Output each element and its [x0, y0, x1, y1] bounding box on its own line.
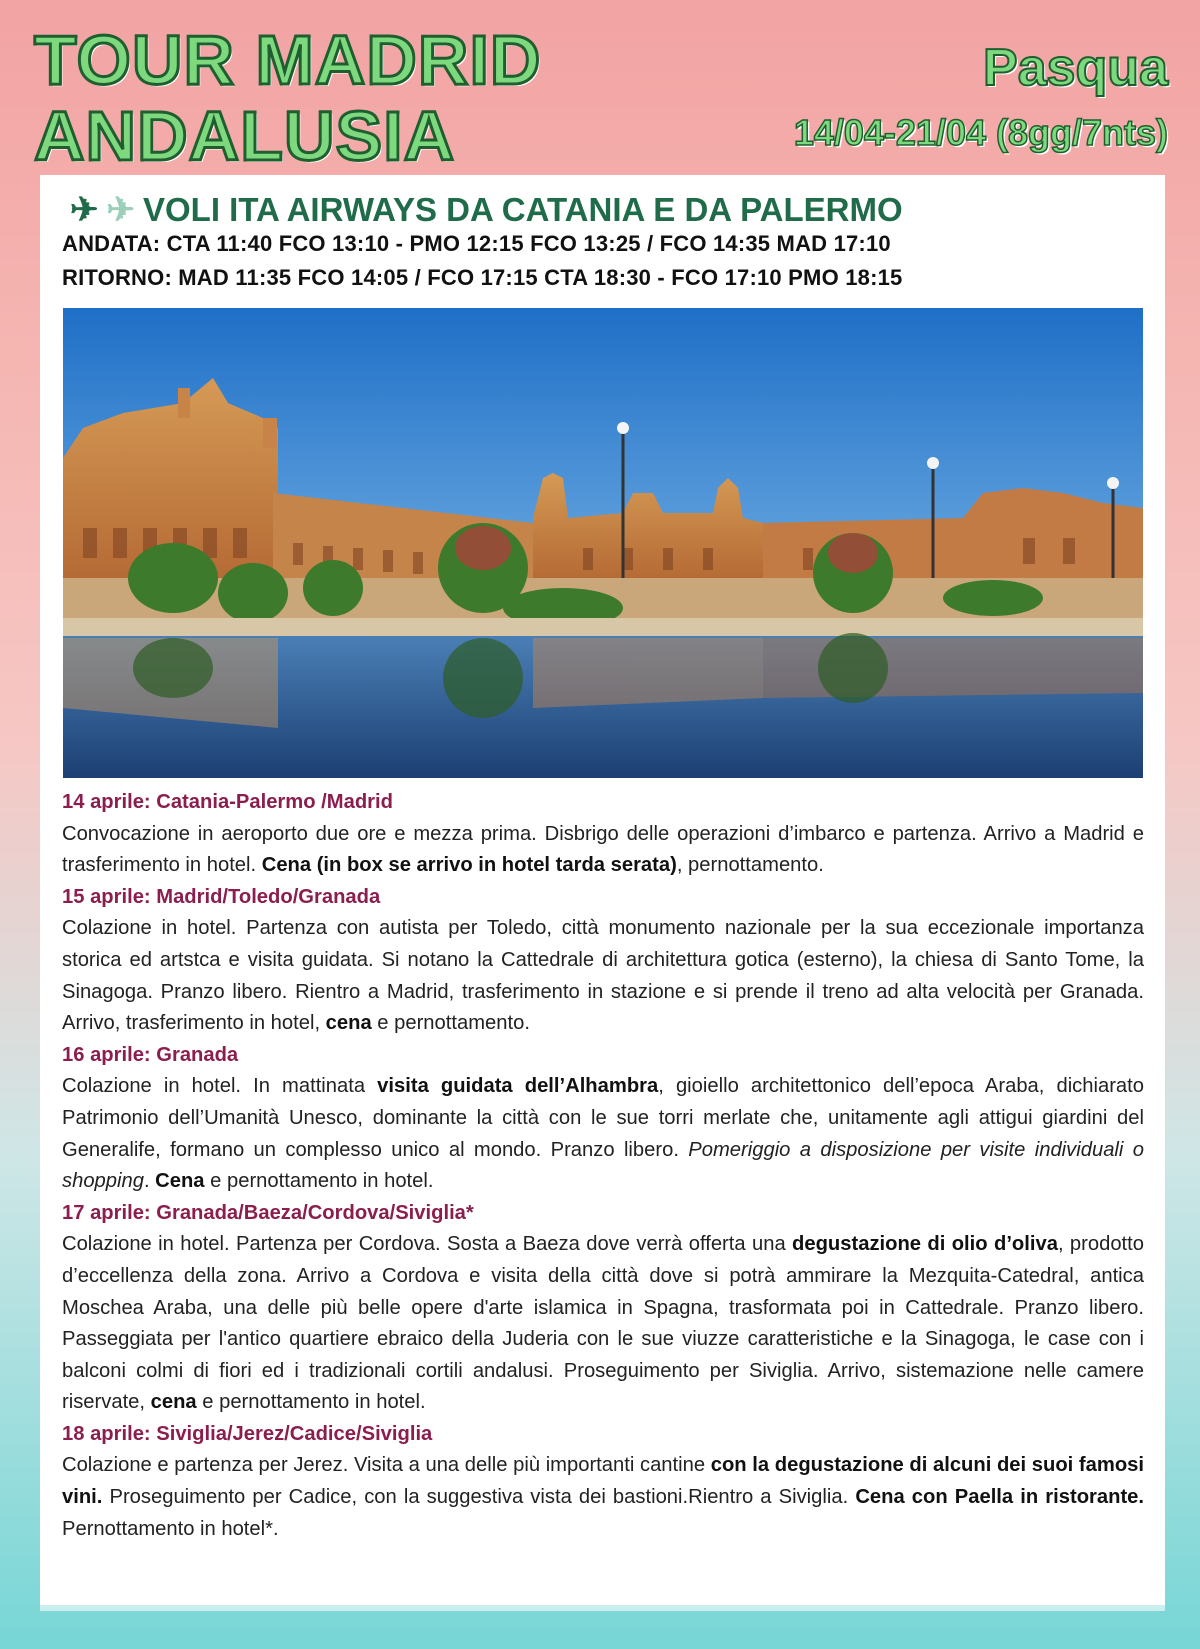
day-description	[62, 1229, 1144, 1419]
day-text-segment: Colazione in hotel. Partenza con autista per Toledo, città monumento nazionale per la sua eccezionale importanza storica ed artstca e visita guidata. Si notano la Cattedrale di architettura gotica (esterno), la chiesa di Santo Tome, la Sinagoga. Pranzo libero. Rientro a Madrid, trasferimento in stazione e si prende il treno ad alta velocità per Granada. Arrivo, trasferimento in hotel,	[62, 917, 1144, 1035]
day-text-segment: , gioiello architettonico dell’epoca Araba, dichiarato Patrimonio dell’Umanità Unesco, dominante la città con le sue torri merlate che, unitamente agli attigui giardini del Generalife, formano un complesso unico al mondo. Pranzo libero.	[62, 1075, 1145, 1161]
day-title: 16 aprile: Granada	[62, 1043, 239, 1066]
flights-title: VOLI ITA AIRWAYS DA CATANIA E DA PALERMO	[143, 191, 903, 228]
airplane-icon: ✈	[106, 191, 135, 229]
day-text-segment: Cena con Paella in ristorante.	[855, 1486, 1144, 1509]
day-text-segment: , prodotto d’eccellenza della zona. Arrivo a Cordova e visita della città dove si potrà ammirare la Mezquita-Catedral, antica Moschea Araba, una delle più belle opere d'arte islamica in Spagna, trasformata poi in Cattedrale. Pranzo libero. Passeggiata per l'antico quartiere ebraico della Juderia con le sue viuzze caratteristiche e la Sinagoga, le case con i balconi colmi di fiori ed i tradizionali cortili andalusi. Proseguimento per Siviglia. Arrivo, sistemazione nelle camere riservate,	[62, 1233, 1144, 1414]
itinerary	[62, 787, 1144, 1545]
day-title: 14 aprile: Catania-Palermo /Madrid	[62, 791, 393, 813]
day-text-segment: Colazione in hotel. Partenza per Cordova. Sosta a Baeza dove verrà offerta una	[62, 1233, 793, 1256]
day-description	[62, 1450, 1144, 1545]
day-text-segment: cena	[150, 1391, 197, 1414]
day-title: 18 aprile: Siviglia/Jerez/Cadice/Siviglia	[62, 1422, 433, 1445]
plaza-de-espana-photo	[63, 308, 1143, 778]
day-text-segment: Pernottamento in hotel*.	[62, 1517, 279, 1540]
content-panel	[40, 175, 1165, 1605]
day-text-segment: degustazione di olio d’oliva	[792, 1233, 1058, 1256]
day-description	[62, 913, 1144, 1039]
occasion-label: Pasqua	[983, 39, 1168, 97]
day-text-segment: Colazione e partenza per Jerez. Visita a una delle più importanti cantine	[62, 1454, 711, 1477]
day-description	[62, 1071, 1144, 1197]
day-text-segment: e pernottamento.	[371, 1012, 530, 1035]
bottom-strip	[40, 1605, 1165, 1611]
day-text-segment: Colazione in hotel. In mattinata	[62, 1075, 378, 1098]
day-text-segment: Convocazione in aeroporto due ore e mezza prima. Disbrigo delle operazioni d’imbarco e partenza. Arrivo a Madrid e trasferimento in hotel.	[62, 822, 1144, 877]
tour-title-line1: TOUR MADRID	[34, 21, 542, 99]
day-text-segment: cena	[325, 1012, 372, 1035]
day-text-segment: , pernottamento.	[676, 854, 824, 877]
airplane-icon: ✈	[70, 191, 99, 229]
tour-dates: 14/04-21/04 (8gg/7nts)	[793, 112, 1168, 153]
day-description	[62, 819, 1144, 882]
return-flights: RITORNO: MAD 11:35 FCO 14:05 / FCO 17:15 CTA 18:30 - FCO 17:10 PMO 18:15	[62, 265, 903, 290]
day-text-segment: .	[143, 1170, 156, 1193]
day-text-segment: Cena	[155, 1170, 205, 1193]
tour-title-line2: ANDALUSIA	[34, 97, 456, 175]
day-text-segment: e pernottamento in hotel.	[196, 1391, 426, 1414]
flights-heading	[70, 187, 903, 233]
day-text-segment: con la degustazione di alcuni dei suoi famosi vini.	[62, 1454, 1144, 1509]
day-title: 17 aprile: Granada/Baeza/Cordova/Siviglia*	[62, 1201, 474, 1224]
day-text-segment: Proseguimento per Cadice, con la suggestiva vista dei bastioni.Rientro a Siviglia.	[102, 1486, 856, 1509]
tour-title	[34, 22, 541, 174]
outbound-flights: ANDATA: CTA 11:40 FCO 13:10 - PMO 12:15 FCO 13:25 / FCO 14:35 MAD 17:10	[62, 231, 891, 256]
day-title: 15 aprile: Madrid/Toledo/Granada	[62, 885, 381, 908]
day-text-segment: Pomeriggio a disposizione per visite individuali o shopping	[62, 1138, 1144, 1193]
day-text-segment: visita guidata dell’Alhambra	[377, 1075, 659, 1098]
day-text-segment: e pernottamento in hotel.	[204, 1170, 434, 1193]
day-text-segment: Cena (in box se arrivo in hotel tarda serata)	[261, 854, 677, 877]
